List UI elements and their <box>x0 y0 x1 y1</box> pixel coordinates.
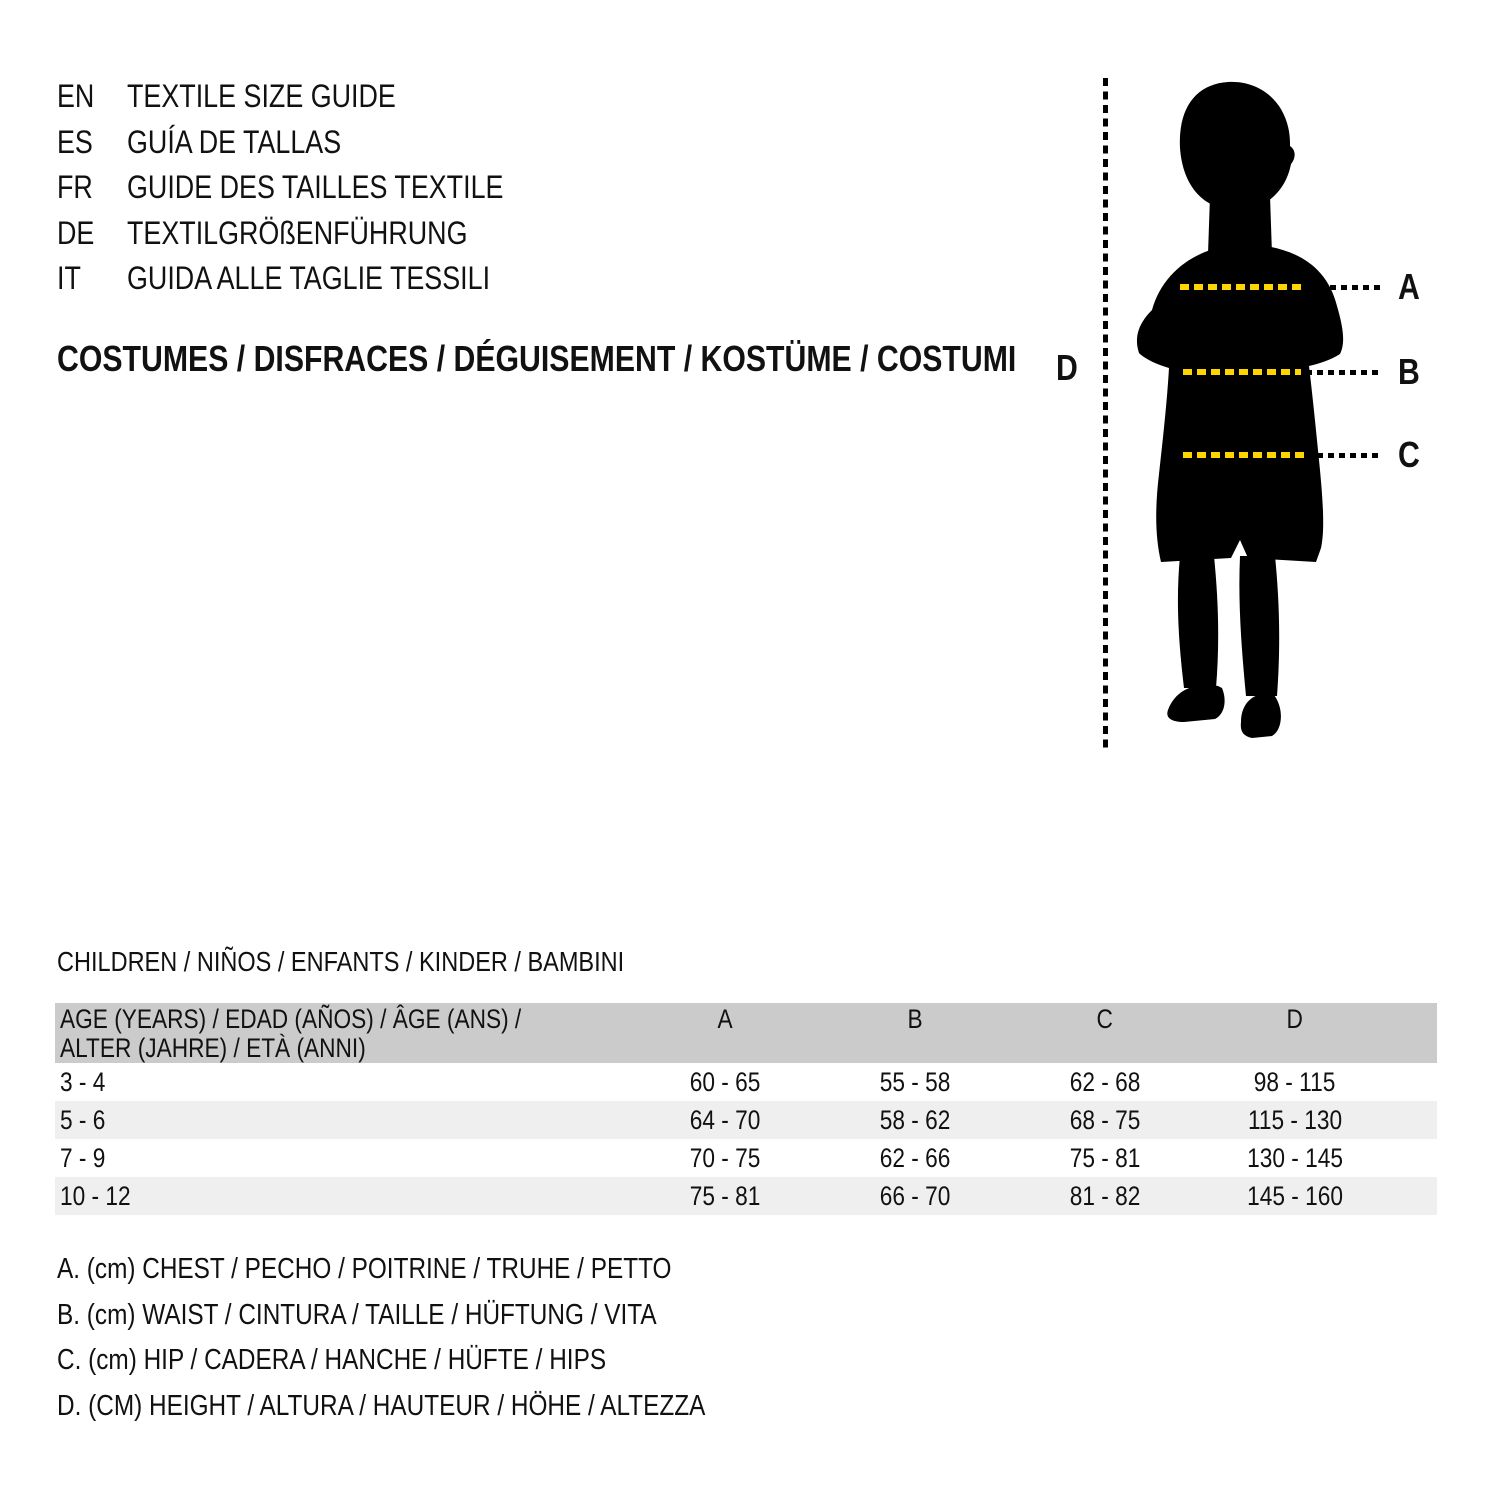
height-cell: 115 - 130 <box>1247 1104 1343 1135</box>
language-row <box>57 74 575 120</box>
height-measure-dashed-line <box>1103 78 1108 748</box>
language-row <box>57 120 575 166</box>
language-row <box>57 211 575 257</box>
hip-cell: 62 - 68 <box>1069 1066 1141 1097</box>
table-row <box>55 1101 1437 1139</box>
age-cell: 7 - 9 <box>60 1142 106 1173</box>
language-title-list <box>57 74 575 302</box>
table-section-title: CHILDREN / NIÑOS / ENFANTS / KINDER / BAMBINI <box>57 946 625 977</box>
height-cell: 130 - 145 <box>1247 1142 1343 1173</box>
waist-cell: 55 - 58 <box>879 1066 951 1097</box>
waist-measure-line <box>1183 369 1301 375</box>
column-header-b: B <box>907 1004 923 1034</box>
category-title: COSTUMES / DISFRACES / DÉGUISEMENT / KOSTÜME / COSTUMI <box>57 338 1017 379</box>
language-title: GUIDA ALLE TAGLIE TESSILI <box>127 260 491 297</box>
chest-leader-dots <box>1330 285 1382 290</box>
chest-cell: 75 - 81 <box>689 1180 761 1211</box>
height-label: D <box>1056 347 1078 388</box>
table-row <box>55 1177 1437 1215</box>
waist-cell: 58 - 62 <box>879 1104 951 1135</box>
legend-item-waist: B. (cm) WAIST / CINTURA / TAILLE / HÜFTUNG / VITA <box>57 1298 657 1331</box>
measurement-legend <box>57 1247 829 1429</box>
column-header-a: A <box>717 1004 733 1034</box>
legend-item-height: D. (CM) HEIGHT / ALTURA / HAUTEUR / HÖHE / ALTEZZA <box>57 1389 706 1422</box>
waist-leader-dots <box>1306 370 1382 375</box>
height-cell: 98 - 115 <box>1254 1066 1336 1097</box>
column-header-c: C <box>1096 1004 1114 1034</box>
chest-cell: 70 - 75 <box>689 1142 761 1173</box>
waist-label: B <box>1398 351 1420 392</box>
age-header-line2: ALTER (JAHRE) / ETÀ (ANNI) <box>60 1033 366 1063</box>
language-row <box>57 165 575 211</box>
legend-item-hip: C. (cm) HIP / CADERA / HANCHE / HÜFTE / HIPS <box>57 1344 607 1377</box>
child-silhouette <box>1128 78 1358 748</box>
age-column-header <box>55 1005 630 1063</box>
chest-label: A <box>1398 266 1420 307</box>
language-title: TEXTILE SIZE GUIDE <box>127 78 396 115</box>
hip-cell: 75 - 81 <box>1069 1142 1141 1173</box>
waist-cell: 66 - 70 <box>879 1180 951 1211</box>
table-row <box>55 1139 1437 1177</box>
hip-measure-line <box>1183 452 1307 458</box>
column-header-d: D <box>1286 1004 1304 1034</box>
table-header-row <box>55 1003 1437 1063</box>
header-filler <box>1390 1005 1437 1063</box>
height-cell: 145 - 160 <box>1247 1180 1343 1211</box>
language-code: FR <box>57 169 93 206</box>
age-cell: 3 - 4 <box>60 1066 106 1097</box>
waist-cell: 62 - 66 <box>879 1142 951 1173</box>
language-code: DE <box>57 214 95 251</box>
chest-measure-line <box>1180 284 1304 290</box>
hip-label: C <box>1398 434 1420 475</box>
hip-cell: 81 - 82 <box>1069 1180 1141 1211</box>
chest-cell: 64 - 70 <box>689 1104 761 1135</box>
language-row <box>57 256 575 302</box>
age-cell: 10 - 12 <box>60 1180 131 1211</box>
age-cell: 5 - 6 <box>60 1104 106 1135</box>
language-title: GUIDE DES TAILLES TEXTILE <box>127 169 504 206</box>
language-title: TEXTILGRÖßENFÜHRUNG <box>127 214 468 251</box>
legend-item-chest: A. (cm) CHEST / PECHO / POITRINE / TRUHE / PETTO <box>57 1253 672 1286</box>
hip-cell: 68 - 75 <box>1069 1104 1141 1135</box>
age-header-line1: AGE (YEARS) / EDAD (AÑOS) / ÂGE (ANS) / <box>60 1004 522 1034</box>
chest-cell: 60 - 65 <box>689 1066 761 1097</box>
children-size-table <box>55 1003 1437 1215</box>
language-code: ES <box>57 123 93 160</box>
language-title: GUÍA DE TALLAS <box>127 123 342 160</box>
table-row <box>55 1063 1437 1101</box>
hip-leader-dots <box>1306 453 1382 458</box>
language-code: IT <box>57 260 81 297</box>
language-code: EN <box>57 78 95 115</box>
